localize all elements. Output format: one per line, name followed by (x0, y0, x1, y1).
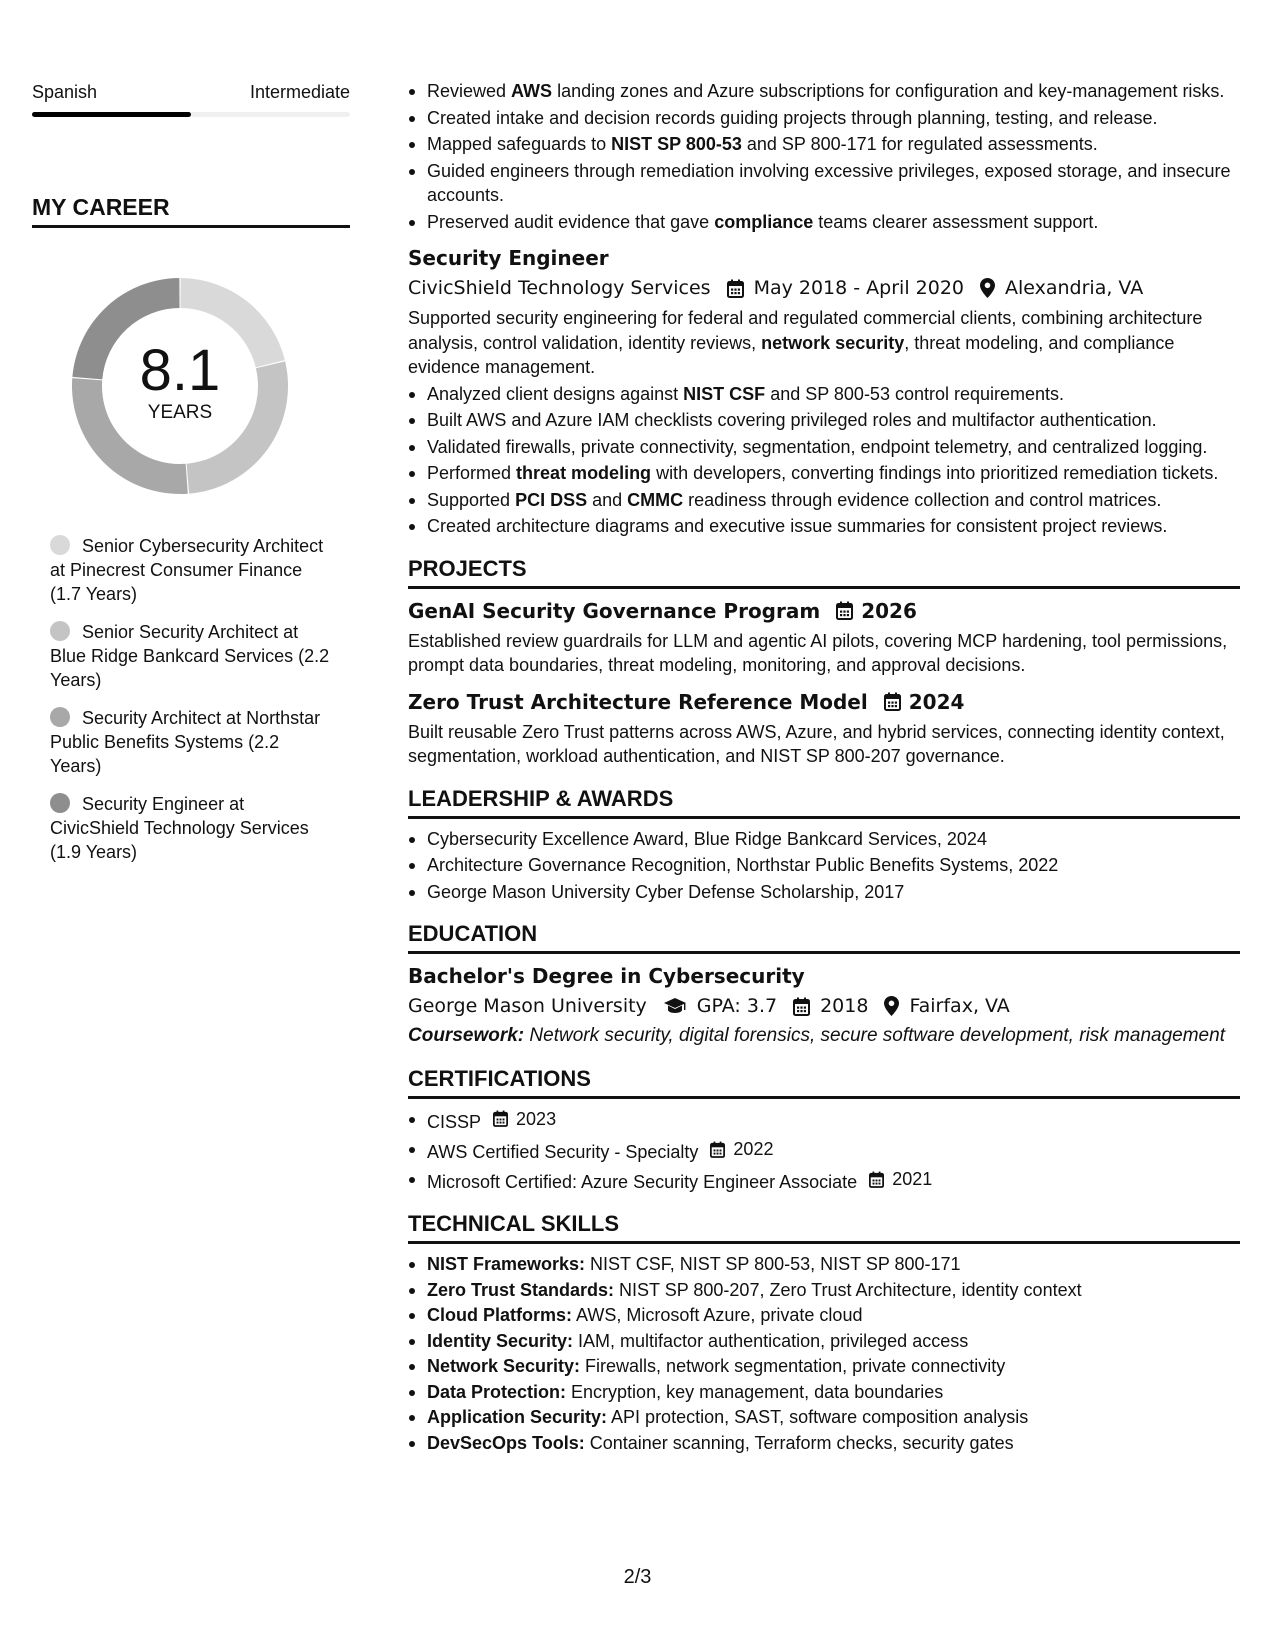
career-legend-label: Senior Security Architect at Blue Ridge Bankcard Services (2.2 Years) (50, 622, 330, 690)
project-name: GenAI Security Governance Program (408, 598, 821, 623)
career-legend-item (50, 706, 332, 778)
certification-item (408, 1167, 1240, 1194)
job-bullet-bold-2: CMMC (627, 489, 684, 510)
job-bullet-text: Performed (427, 463, 517, 483)
certifications-divider (408, 1096, 1240, 1099)
education-year: 2018 (820, 995, 869, 1017)
certification-item (408, 1137, 1240, 1164)
job-bullet (408, 408, 1240, 433)
project-description: Built reusable Zero Trust patterns across AWS, Azure, and hybrid services, connecting identity context, segmentation, workload authentication, and NIST SP 800-207 governance. (408, 721, 1225, 766)
previous-job-bullet-text: Created intake and decision records guiding projects through planning, testing, and release. (427, 107, 1158, 128)
job-summary (408, 306, 1240, 380)
education-school: George Mason University (408, 995, 647, 1017)
project-item (408, 688, 1240, 769)
skill-label: Zero Trust Standards: (427, 1279, 615, 1300)
calendar-icon (869, 1171, 888, 1188)
certification-year: 2023 (516, 1108, 557, 1129)
calendar-icon (793, 997, 810, 1016)
skill-value: IAM, multifactor authentication, privileged access (573, 1330, 969, 1351)
job-bullet-text: Supported (427, 489, 516, 510)
skill-label: Network Security: (427, 1356, 581, 1377)
awards-divider (408, 816, 1240, 819)
job-summary-text-end: , threat modeling, and compliance evidence management. (408, 332, 1175, 377)
previous-job-bullet-text: Guided engineers through remediation involving excessive privileges, exposed storage, and insecure accounts. (427, 160, 1231, 205)
job-company: CivicShield Technology Services (408, 277, 711, 299)
skill-item (408, 1278, 1240, 1303)
career-legend-item (50, 620, 332, 692)
career-total-unit: YEARS (147, 402, 213, 423)
certification-name: Microsoft Certified: Azure Security Engineer Associate (427, 1171, 858, 1192)
job-bullet-text-end: and SP 800-53 control requirements. (765, 383, 1065, 404)
map-pin-icon (980, 278, 995, 298)
skills-divider (408, 1241, 1240, 1244)
certifications-section-title: CERTIFICATIONS (408, 1065, 591, 1091)
job-bullet-bold: threat modeling (516, 463, 652, 483)
calendar-icon (727, 279, 744, 298)
education-divider (408, 951, 1240, 954)
skill-label: Application Security: (427, 1407, 608, 1428)
calendar-icon (836, 601, 853, 620)
previous-job-bullet (408, 106, 1240, 131)
calendar-icon (710, 1141, 729, 1158)
skills-list (408, 1252, 1240, 1455)
previous-job-bullet-bold: compliance (714, 211, 814, 232)
job-bullet-text-end: with developers, converting findings into prioritized remediation tickets. (651, 463, 1219, 483)
language-proficiency-bar (32, 112, 350, 117)
career-legend-label: Senior Cybersecurity Architect at Pinecrest Consumer Finance (1.7 Years) (50, 536, 324, 604)
career-legend-item (50, 534, 332, 606)
job-bullet (408, 435, 1240, 460)
legend-dot (50, 535, 70, 555)
award-item: Cybersecurity Excellence Award, Blue Ridge Bankcard Services, 2024 (408, 827, 1240, 852)
certification-date (493, 1107, 556, 1132)
project-description: Established review guardrails for LLM and agentic AI pilots, covering MCP hardening, tool permissions, prompt data boundaries, threat modeling, monitoring, and approval decisions. (408, 630, 1228, 675)
education-degree: Bachelor's Degree in Cybersecurity (408, 964, 805, 988)
skills-section-title: TECHNICAL SKILLS (408, 1211, 620, 1237)
coursework-text: Network security, digital forensics, secure software development, risk management (524, 1025, 1225, 1046)
job-summary-text: Supported security engineering for federal and regulated commercial clients, combining architecture analysis, control validation, identity reviews, (408, 308, 1203, 353)
previous-job-bullet-text: Reviewed (427, 81, 512, 101)
certification-name: CISSP (427, 1111, 482, 1132)
skill-value: Firewalls, network segmentation, private connectivity (580, 1356, 1006, 1377)
award-item: Architecture Governance Recognition, Northstar Public Benefits Systems, 2022 (408, 853, 1240, 878)
job-dates: May 2018 - April 2020 (753, 277, 964, 299)
projects-section-title: PROJECTS (408, 555, 527, 581)
awards-list (408, 827, 1240, 905)
calendar-icon (493, 1110, 512, 1127)
right-column (408, 79, 1240, 1456)
certification-name: AWS Certified Security - Specialty (427, 1141, 699, 1162)
coursework-label: Coursework: (408, 1025, 525, 1046)
previous-job-bullet (408, 159, 1240, 208)
language-level: Intermediate (249, 82, 350, 102)
skill-item (408, 1329, 1240, 1354)
education-coursework (408, 1024, 1240, 1049)
skill-label: NIST Frameworks: (427, 1254, 586, 1275)
certification-year: 2021 (892, 1169, 933, 1189)
project-item (408, 597, 1240, 678)
job-location: Alexandria, VA (1005, 277, 1144, 299)
job-summary-bold: network security (761, 332, 905, 353)
calendar-icon (884, 692, 901, 711)
career-divider (32, 225, 350, 228)
project-name: Zero Trust Architecture Reference Model (408, 689, 868, 714)
certification-item (408, 1107, 1240, 1134)
project-header (408, 597, 1240, 625)
legend-dot (50, 793, 70, 813)
certifications-list (408, 1107, 1240, 1195)
project-year: 2024 (908, 689, 965, 714)
career-legend-label: Security Engineer at CivicShield Technology Services (1.9 Years) (50, 794, 309, 862)
job-bullet (408, 382, 1240, 407)
skill-label: Data Protection: (427, 1381, 567, 1402)
job-bullet-text-mid: and (587, 489, 628, 510)
job-bullet-text-end: readiness through evidence collection and control matrices. (683, 489, 1162, 510)
job-bullet (408, 514, 1240, 539)
language-row (32, 80, 350, 104)
project-year: 2026 (861, 598, 917, 623)
skill-value: Encryption, key management, data boundaries (566, 1381, 944, 1402)
skill-label: Identity Security: (427, 1330, 574, 1351)
projects-divider (408, 586, 1240, 589)
job-bullet-bold: NIST CSF (683, 383, 766, 404)
graduation-cap-icon (663, 997, 687, 1015)
award-item: George Mason University Cyber Defense Scholarship, 2017 (408, 880, 1240, 905)
previous-job-bullet-text-end: landing zones and Azure subscriptions for configuration and key-management risks. (552, 81, 1225, 101)
education-meta (408, 992, 1240, 1020)
job-bullet (408, 488, 1240, 513)
previous-job-bullet (408, 132, 1240, 157)
career-legend-label: Security Architect at Northstar Public Benefits Systems (2.2 Years) (50, 708, 321, 776)
previous-job-bullet-text: Mapped safeguards to (427, 134, 612, 154)
certification-date (710, 1137, 773, 1162)
previous-job-bullet-text-end: teams clearer assessment support. (813, 211, 1099, 232)
skill-value: NIST CSF, NIST SP 800-53, NIST SP 800-171 (585, 1254, 961, 1275)
donut-center (66, 272, 294, 500)
previous-job-bullet-bold: NIST SP 800-53 (611, 134, 742, 154)
education-section-title: EDUCATION (408, 921, 538, 946)
awards-section-title: LEADERSHIP & AWARDS (408, 785, 674, 811)
legend-dot (50, 707, 70, 727)
career-legend (32, 534, 332, 864)
previous-job-bullets (408, 79, 1240, 234)
skill-value: Container scanning, Terraform checks, security gates (584, 1432, 1014, 1453)
career-total-years: 8.1 (139, 338, 221, 403)
legend-dot (50, 621, 70, 641)
skill-item (408, 1354, 1240, 1379)
career-legend-item (50, 792, 332, 864)
career-donut-chart (66, 272, 294, 500)
previous-job-bullet (408, 210, 1240, 235)
skill-label: DevSecOps Tools: (427, 1432, 585, 1453)
certification-date (869, 1167, 932, 1192)
job-bullet-text: Validated firewalls, private connectivity, segmentation, endpoint telemetry, and centralized logging. (427, 436, 1208, 457)
language-proficiency-fill (32, 112, 191, 117)
skill-value: AWS, Microsoft Azure, private cloud (572, 1305, 863, 1326)
skill-label: Cloud Platforms: (427, 1305, 573, 1326)
map-pin-icon (884, 996, 899, 1016)
previous-job-bullet-bold: AWS (511, 81, 553, 101)
job-bullets (408, 382, 1240, 539)
job-bullet-text: Built AWS and Azure IAM checklists covering privileged roles and multifactor authentication. (427, 410, 1157, 430)
projects-list (408, 597, 1240, 769)
left-column (32, 80, 350, 878)
project-header (408, 688, 1240, 716)
certification-year: 2022 (733, 1138, 774, 1159)
skill-item (408, 1252, 1240, 1277)
skill-item (408, 1405, 1240, 1430)
education-gpa: GPA: 3.7 (696, 995, 778, 1017)
career-section-title: MY CAREER (32, 194, 170, 220)
education-location: Fairfax, VA (909, 995, 1010, 1017)
previous-job-bullet-text: Preserved audit evidence that gave (427, 211, 715, 232)
skill-value: NIST SP 800-207, Zero Trust Architecture, identity context (614, 1279, 1082, 1300)
job-bullet-text: Created architecture diagrams and executive issue summaries for consistent project reviews. (427, 516, 1168, 536)
job-bullet (408, 461, 1240, 486)
skill-item (408, 1431, 1240, 1456)
job-title: Security Engineer (408, 246, 609, 270)
skill-item (408, 1380, 1240, 1405)
language-name: Spanish (32, 82, 98, 102)
previous-job-bullet-text-end: and SP 800-171 for regulated assessments. (741, 134, 1098, 154)
page-number: 2/3 (623, 1566, 652, 1588)
job-bullet-bold: PCI DSS (515, 489, 588, 510)
previous-job-bullet (408, 79, 1240, 104)
skill-item (408, 1303, 1240, 1328)
job-meta (408, 274, 1240, 302)
skill-value: API protection, SAST, software composition analysis (607, 1407, 1029, 1428)
job-bullet-text: Analyzed client designs against (427, 383, 684, 404)
